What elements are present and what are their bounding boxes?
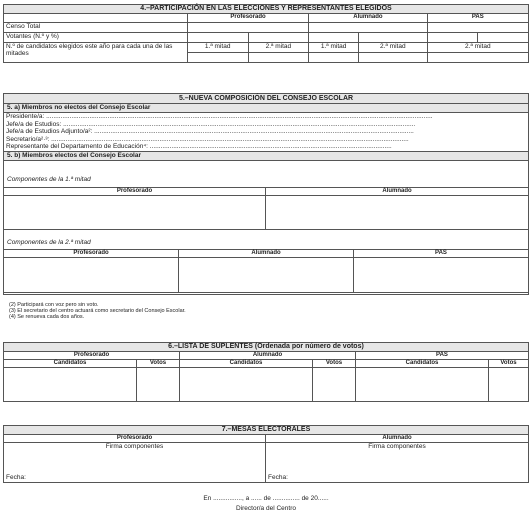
prof-mitad1: 1.ª mitad xyxy=(187,43,248,53)
note-3: (3) El secretario del centro actuará como secretario del Consejo Escolar. xyxy=(9,308,186,314)
s6-alum-candidatos-cell[interactable] xyxy=(180,368,313,402)
s7-alum-fecha: Fecha: xyxy=(268,474,288,481)
votantes-alum-pct[interactable] xyxy=(358,33,427,43)
suplentes-table xyxy=(3,342,529,402)
prof-mitad1-value[interactable] xyxy=(187,53,248,63)
s6-pas-header: PAS xyxy=(356,352,529,360)
jefe-estudios-field[interactable]: Jefe/a de Estudios: ................................................................................................................................................................................................... xyxy=(6,120,416,128)
comp1-alumnado-cell[interactable] xyxy=(266,196,529,230)
s7-alumnado-header: Alumnado xyxy=(266,435,529,443)
s6-alum-votos-cell[interactable] xyxy=(313,368,356,402)
censo-profesorado-cell[interactable] xyxy=(187,23,308,33)
votantes-prof-n[interactable] xyxy=(187,33,248,43)
s7-profesorado-header: Profesorado xyxy=(4,435,266,443)
row-censo-label: Censo Total xyxy=(4,23,188,33)
comp1-profesorado-header: Profesorado xyxy=(4,188,266,196)
comp2-profesorado-cell[interactable] xyxy=(4,258,179,293)
pas-mitad2: 2.ª mitad xyxy=(427,43,528,53)
s6-pas-votos-cell[interactable] xyxy=(489,368,529,402)
votantes-alum-n[interactable] xyxy=(309,33,359,43)
alum-mitad1-value[interactable] xyxy=(309,53,359,63)
s7-prof-firma: Firma componentes xyxy=(105,443,164,450)
s6-pas-candidatos-cell[interactable] xyxy=(356,368,489,402)
presidente-field[interactable]: Presidente/a: ...................................................................................................................................................................................................................... xyxy=(6,113,433,120)
section5-box xyxy=(3,93,529,295)
pas-mitad2-value[interactable] xyxy=(427,53,528,63)
comp2-alumnado-cell[interactable] xyxy=(179,258,354,293)
comp2-profesorado-header: Profesorado xyxy=(4,250,179,258)
s6-alum-candidatos: Candidatos xyxy=(180,360,313,368)
comp1-table xyxy=(3,187,529,230)
col-profesorado: Profesorado xyxy=(187,14,308,23)
mesas-table xyxy=(3,425,529,483)
s6-pas-votos: Votos xyxy=(489,360,529,368)
s7-profesorado-cell[interactable] xyxy=(4,443,266,483)
votantes-prof-pct[interactable] xyxy=(248,33,309,43)
s6-prof-candidatos: Candidatos xyxy=(4,360,137,368)
votantes-pas-n[interactable] xyxy=(427,33,478,43)
alum-mitad1: 1.ª mitad xyxy=(309,43,359,53)
comp1-label: Componentes de la 1.ª mitad xyxy=(7,176,91,183)
alum-mitad2-value[interactable] xyxy=(358,53,427,63)
section5-title: 5.–NUEVA COMPOSICIÓN DEL CONSEJO ESCOLAR xyxy=(4,94,528,104)
s6-prof-votos: Votos xyxy=(137,360,180,368)
prof-mitad2-value[interactable] xyxy=(248,53,309,63)
s7-alumnado-cell[interactable] xyxy=(266,443,529,483)
prof-mitad2: 2.ª mitad xyxy=(248,43,309,53)
director-label: Director/a del Centro xyxy=(236,505,296,512)
col-alumnado: Alumnado xyxy=(309,14,427,23)
participation-table xyxy=(3,4,529,63)
section5a-header: 5. a) Miembros no electos del Consejo Escolar xyxy=(4,104,528,113)
place-date-line: En ................, a ...... de ............... de 20...... xyxy=(203,495,329,502)
comp1-alumnado-header: Alumnado xyxy=(266,188,529,196)
note-4: (4) Se renueva cada dos años. xyxy=(9,314,85,320)
s7-alum-firma: Firma componentes xyxy=(368,443,426,450)
s6-pas-candidatos: Candidatos xyxy=(356,360,489,368)
row-votantes-label: Votantes (N.º y %) xyxy=(4,33,188,43)
censo-pas-cell[interactable] xyxy=(427,23,528,33)
footnotes xyxy=(9,302,186,320)
comp2-table xyxy=(3,249,529,293)
s7-prof-fecha: Fecha: xyxy=(6,474,26,481)
comp2-alumnado-header: Alumnado xyxy=(179,250,354,258)
section4-title: 4.–PARTICIPACIÓN EN LAS ELECCIONES Y REPRESENTANTES ELEGIDOS xyxy=(4,5,529,14)
s6-alumnado-header: Alumnado xyxy=(180,352,356,360)
censo-alumnado-cell[interactable] xyxy=(309,23,427,33)
s6-alum-votos: Votos xyxy=(313,360,356,368)
row-candidatos-label: N.º de candidatos elegidos este año para cada una de las mitades xyxy=(4,43,188,63)
alum-mitad2: 2.ª mitad xyxy=(358,43,427,53)
representante-field[interactable]: Representante del Departamento de Educación⁴: ...................................................................................................................................... xyxy=(6,143,392,150)
comp1-profesorado-cell[interactable] xyxy=(4,196,266,230)
jefe-adjunto-field[interactable]: Jefe/a de Estudios Adjunto/a²: ................................................................................................................................................................................. xyxy=(6,128,414,135)
note-2: (2) Participará con voz pero sin voto. xyxy=(9,302,99,308)
comp2-pas-cell[interactable] xyxy=(354,258,529,293)
s6-profesorado-header: Profesorado xyxy=(4,352,180,360)
comp2-label: Componentes de la 2.ª mitad xyxy=(7,239,91,246)
s6-prof-candidatos-cell[interactable] xyxy=(4,368,137,402)
s6-prof-votos-cell[interactable] xyxy=(137,368,180,402)
secretario-field[interactable]: Secretario/a²·³: ...................................................................................................................................................................................................... xyxy=(6,135,409,143)
col-pas: PAS xyxy=(427,14,528,23)
votantes-pas-pct[interactable] xyxy=(478,33,529,43)
section5b-header: 5. b) Miembros electos del Consejo Escolar xyxy=(4,151,528,161)
section6-title: 6.–LISTA DE SUPLENTES (Ordenada por número de votos) xyxy=(4,343,529,352)
section7-title: 7.–MESAS ELECTORALES xyxy=(4,426,529,435)
comp2-pas-header: PAS xyxy=(354,250,529,258)
